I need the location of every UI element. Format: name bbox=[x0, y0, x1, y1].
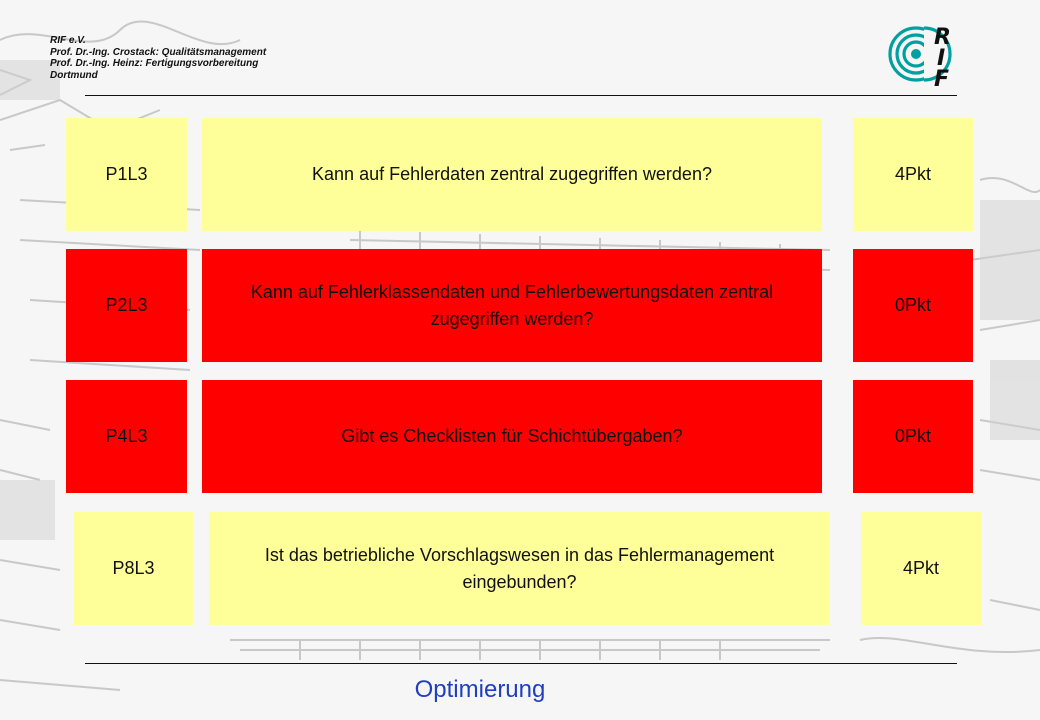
row-points-p4l3: 0Pkt bbox=[853, 380, 973, 493]
header-rule bbox=[85, 95, 957, 96]
row-code-p2l3: P2L3 bbox=[66, 249, 187, 362]
row-question-p4l3: Gibt es Checklisten für Schichtübergaben? bbox=[202, 380, 822, 493]
header-city: Dortmund bbox=[50, 69, 98, 81]
row-points-p8l3: 4Pkt bbox=[861, 512, 981, 625]
footer-title: Optimierung bbox=[414, 676, 546, 703]
rif-logo bbox=[888, 18, 960, 90]
row-code-p8l3: P8L3 bbox=[74, 512, 193, 625]
row-question-p8l3: Ist das betriebliche Vorschlagswesen in das Fehlermanagement eingebunden? bbox=[209, 512, 830, 625]
logo-letter-f: F bbox=[934, 67, 950, 90]
logo-letter-i: I bbox=[937, 46, 946, 71]
row-points-p1l3: 4Pkt bbox=[853, 118, 973, 231]
header-line-quality: Prof. Dr.-Ing. Crostack: Qualitätsmanagement bbox=[50, 46, 267, 58]
footer-rule bbox=[85, 663, 957, 664]
row-points-p2l3: 0Pkt bbox=[853, 249, 973, 362]
logo-letter-r: R bbox=[934, 25, 951, 50]
header-line-production: Prof. Dr.-Ing. Heinz: Fertigungsvorbereitung bbox=[50, 58, 259, 69]
org-name: RIF e.V. bbox=[50, 35, 86, 46]
row-code-p1l3: P1L3 bbox=[66, 118, 187, 231]
row-question-p2l3: Kann auf Fehlerklassendaten und Fehlerbewertungsdaten zentral zugegriffen werden? bbox=[202, 249, 822, 362]
header-block bbox=[50, 35, 266, 81]
row-question-p1l3: Kann auf Fehlerdaten zentral zugegriffen werden? bbox=[202, 118, 822, 231]
row-code-p4l3: P4L3 bbox=[66, 380, 187, 493]
